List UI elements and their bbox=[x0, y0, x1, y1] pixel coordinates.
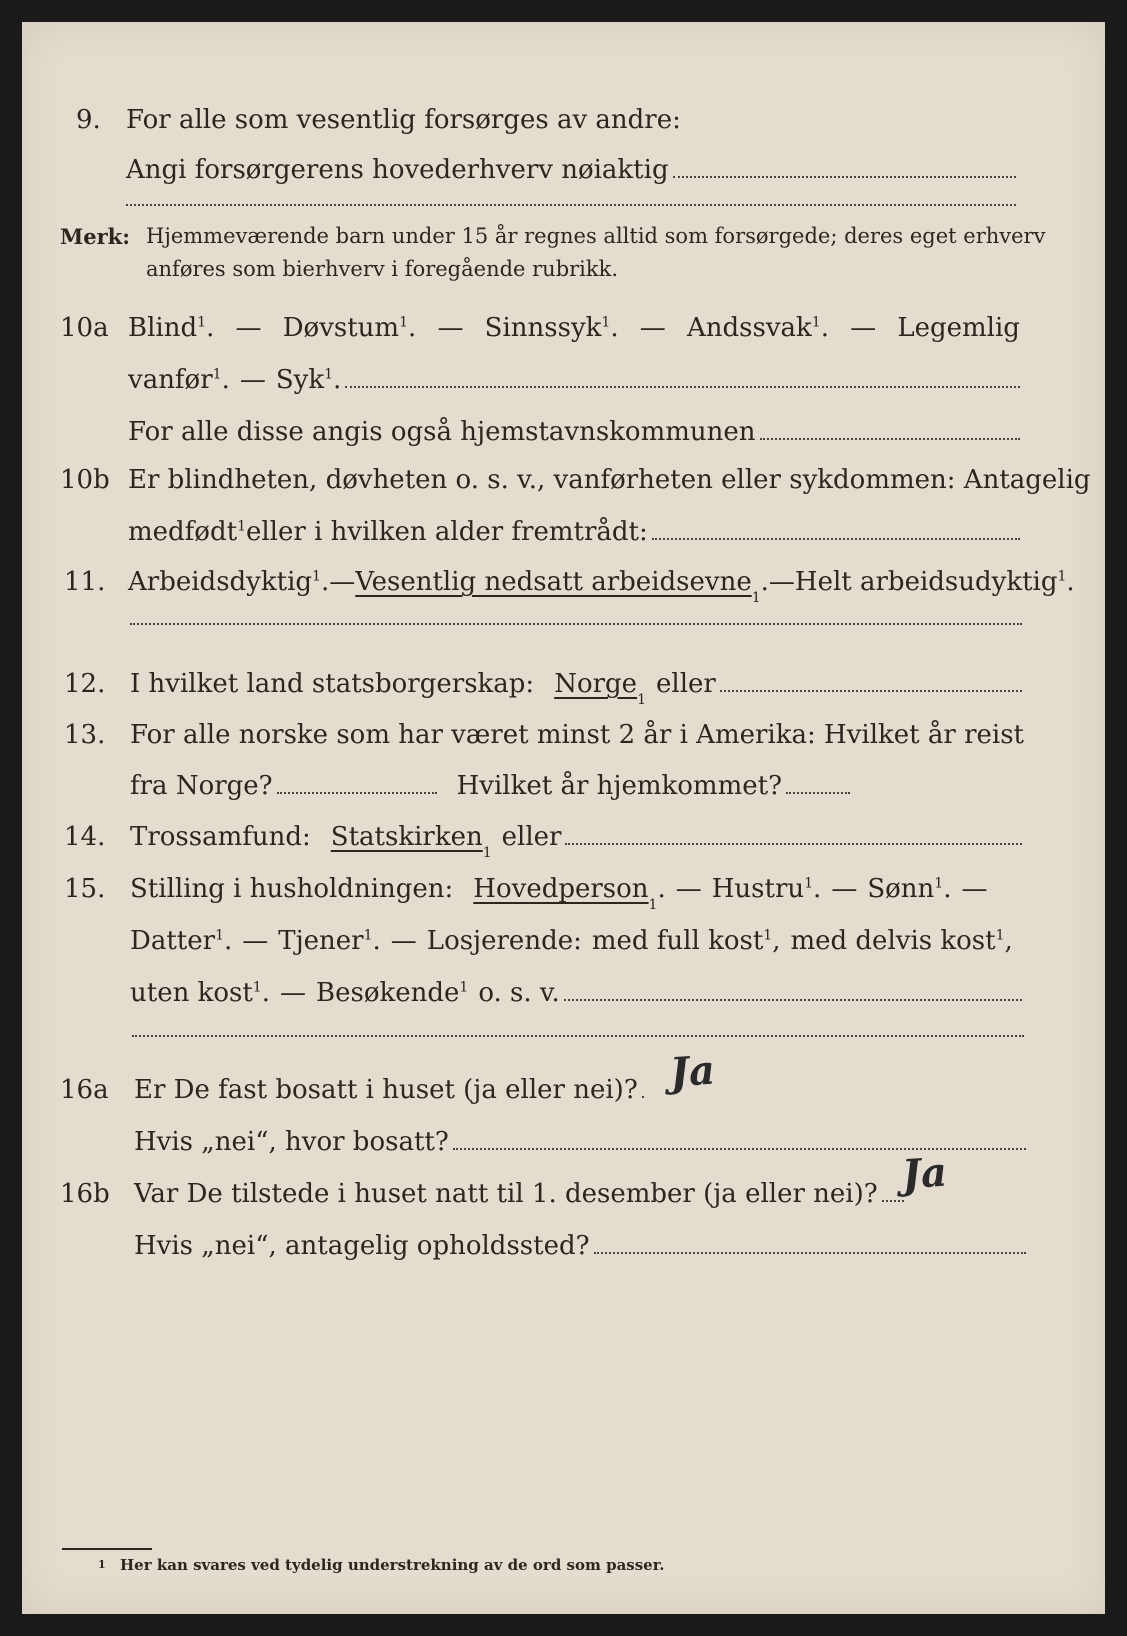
q16b-answer-field[interactable] bbox=[882, 1200, 904, 1202]
option-delvis-kost[interactable]: med delvis kost$^1$, bbox=[790, 926, 1013, 956]
q10b-answer-field[interactable] bbox=[652, 538, 1020, 540]
reist-year-field[interactable] bbox=[277, 792, 437, 794]
merk-line2: anføres som bierhverv i foregående rubrikk. bbox=[146, 257, 619, 281]
q11-line: Arbeidsdyktig$^1$. — Vesentlig nedsatt arbeidsevne 1 . — Helt arbeidsudyktig$^1$. bbox=[128, 567, 1075, 606]
option-dovstum[interactable]: Døvstum$^1$. bbox=[282, 313, 417, 343]
q14-line: Trossamfund: Statskirken 1 eller bbox=[130, 813, 1022, 853]
q10a-answer-field[interactable] bbox=[345, 386, 1020, 388]
q10b-line1: Er blindheten, døvheten o. s. v., vanførheten eller sykdommen: Antagelig bbox=[128, 465, 1091, 495]
option-blind[interactable]: Blind$^1$. bbox=[128, 313, 215, 343]
option-nedsatt-selected[interactable]: Vesentlig nedsatt arbeidsevne bbox=[355, 567, 752, 597]
option-sonn[interactable]: Sønn$^1$. bbox=[867, 874, 952, 904]
q13-line2: fra Norge? Hvilket år hjemkommet? bbox=[130, 762, 850, 802]
q14-answer-field[interactable] bbox=[565, 843, 1022, 845]
q15-line3: uten kost$^1$. — Besøkende$^1$ o. s. v. bbox=[130, 969, 1022, 1009]
q16a-line1: Er De fast bosatt i huset (ja eller nei)? bbox=[134, 1066, 644, 1106]
q10a-line3: For alle disse angis også hjemstavnskommunen bbox=[128, 408, 1020, 448]
q9-answer-field[interactable] bbox=[673, 176, 1016, 178]
footnote-rule bbox=[62, 1548, 152, 1550]
option-tjener[interactable]: Tjener$^1$. bbox=[278, 926, 381, 956]
hjemstavn-field[interactable] bbox=[760, 438, 1020, 440]
answer-norge-selected[interactable]: Norge bbox=[554, 669, 638, 699]
q14-number: 14. bbox=[64, 822, 106, 852]
option-medfodt[interactable]: medfødt$^1$ bbox=[128, 517, 246, 547]
q15-line2: Datter$^1$. — Tjener$^1$. — Losjerende: med full kost$^1$, med delvis kost$^1$, bbox=[130, 926, 1013, 956]
option-datter[interactable]: Datter$^1$. bbox=[130, 926, 233, 956]
q9-number: 9. bbox=[76, 105, 101, 135]
q9-line2: Angi forsørgerens hovederhverv nøiaktig bbox=[126, 146, 1016, 186]
merk-line1: Hjemmeværende barn under 15 år regnes alltid som forsørgede; deres eget erhverv bbox=[146, 224, 1046, 248]
dotted-separator bbox=[126, 204, 1016, 206]
option-uten-kost[interactable]: uten kost$^1$. bbox=[130, 978, 270, 1008]
handwritten-answer-ja: Ja bbox=[900, 1148, 949, 1199]
option-besokende[interactable]: Besøkende$^1$ bbox=[315, 978, 469, 1008]
option-vanfor[interactable]: vanfør$^1$. bbox=[128, 365, 230, 395]
option-sinnssyk[interactable]: Sinnssyk$^1$. bbox=[484, 313, 619, 343]
q15-number: 15. bbox=[64, 874, 106, 904]
q16b-number: 16b bbox=[60, 1179, 110, 1209]
q16b-line2: Hvis „nei“, antagelig opholdssted? bbox=[134, 1222, 1026, 1262]
q16a-answer-field[interactable] bbox=[642, 1096, 644, 1098]
option-syk[interactable]: Syk$^1$. bbox=[275, 365, 342, 395]
q13-line1: For alle norske som har været minst 2 år i Amerika: Hvilket år reist bbox=[130, 720, 1024, 750]
option-udyktig[interactable]: Helt arbeidsudyktig$^1$. bbox=[794, 567, 1075, 597]
q16a-line2: Hvis „nei“, hvor bosatt? bbox=[134, 1118, 1026, 1158]
dotted-separator bbox=[130, 623, 1022, 625]
q12-answer-field[interactable] bbox=[720, 690, 1022, 692]
q15-answer-field[interactable] bbox=[564, 999, 1022, 1001]
answer-statskirken-selected[interactable]: Statskirken bbox=[330, 822, 483, 852]
q11-number: 11. bbox=[64, 567, 106, 597]
q10a-line2: vanfør$^1$. — Syk$^1$. bbox=[128, 356, 1020, 396]
q16a-number: 16a bbox=[60, 1075, 109, 1105]
option-legemlig[interactable]: Legemlig bbox=[897, 313, 1020, 343]
hjemkommet-year-field[interactable] bbox=[786, 792, 850, 794]
opholdssted-field[interactable] bbox=[594, 1252, 1026, 1254]
q10b-number: 10b bbox=[60, 465, 110, 495]
handwritten-answer-ja: Ja bbox=[668, 1046, 717, 1097]
footnote-text: Her kan svares ved tydelig understrekning av de ord som passer. bbox=[120, 1556, 665, 1574]
option-full-kost[interactable]: med full kost$^1$, bbox=[591, 926, 781, 956]
merk-label: Merk: bbox=[60, 224, 130, 249]
option-arbeidsdyktig[interactable]: Arbeidsdyktig$^1$. bbox=[128, 567, 330, 597]
q10b-line2: medfødt$^1$ eller i hvilken alder fremtrådt: bbox=[128, 508, 1020, 548]
q10a-number: 10a bbox=[60, 313, 109, 343]
q13-number: 13. bbox=[64, 720, 106, 750]
census-form-page bbox=[22, 22, 1105, 1614]
option-andssvak[interactable]: Andssvak$^1$. bbox=[686, 313, 829, 343]
option-hustru[interactable]: Hustru$^1$. bbox=[711, 874, 822, 904]
q16b-line1: Var De tilstede i huset natt til 1. desember (ja eller nei)? bbox=[134, 1170, 904, 1210]
answer-hovedperson-selected[interactable]: Hovedperson bbox=[473, 874, 649, 904]
footnote-mark: 1 bbox=[98, 1558, 106, 1571]
q10a-line1: Blind$^1$. — Døvstum$^1$. — Sinnssyk$^1$. — Andssvak$^1$. — Legemlig bbox=[128, 313, 1020, 343]
dotted-separator bbox=[132, 1035, 1024, 1037]
q9-line1: For alle som vesentlig forsørges av andre: bbox=[126, 105, 681, 135]
q12-number: 12. bbox=[64, 669, 106, 699]
q15-line1: Stilling i husholdningen: Hovedperson 1 . — Hustru$^1$. — Sønn$^1$. — bbox=[130, 874, 988, 913]
q12-line: I hvilket land statsborgerskap: Norge 1 eller bbox=[130, 660, 1022, 700]
